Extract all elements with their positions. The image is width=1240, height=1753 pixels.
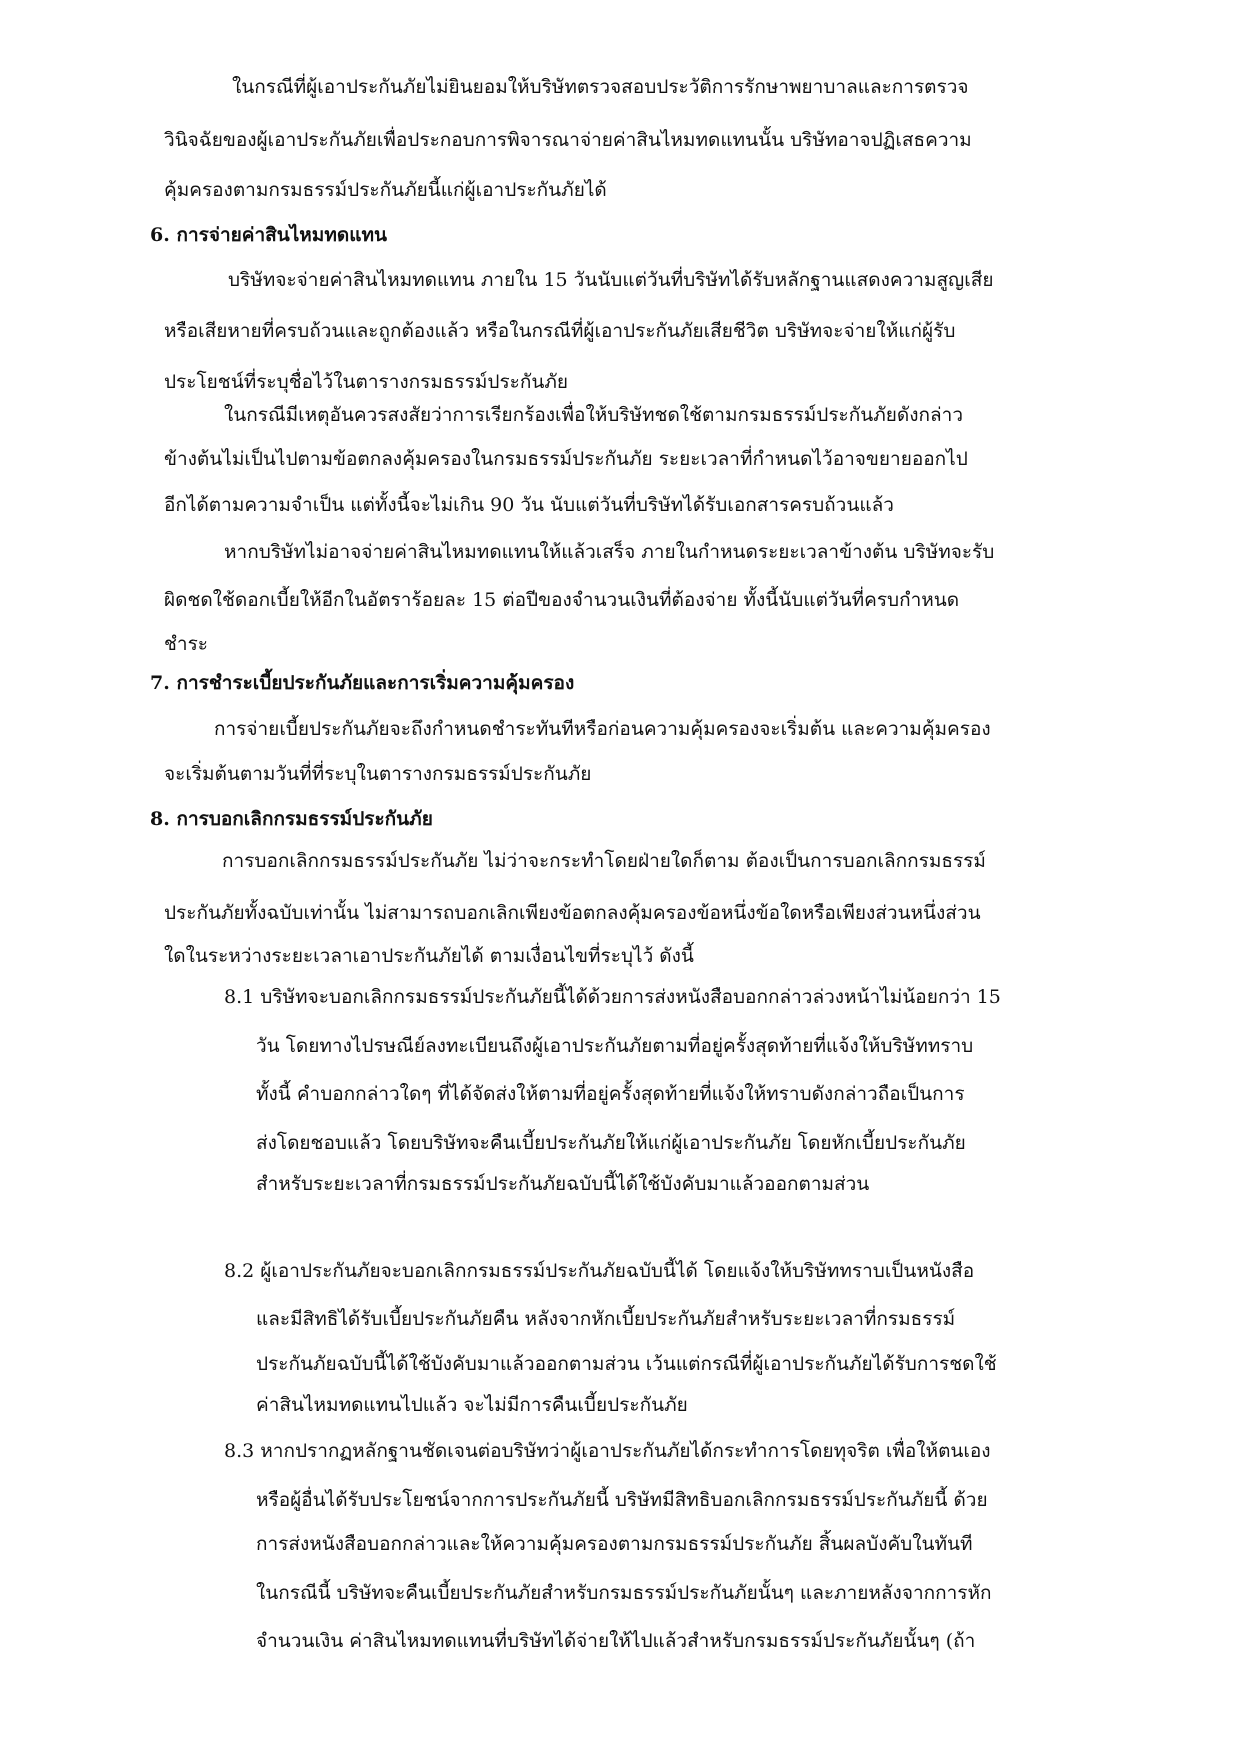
section-8-para1-line-3: ใดในระหว่างระยะเวลาเอาประกันภัยได้ ตามเงื่อนไขที่ระบุไว้ ดังนี้ xyxy=(164,945,694,967)
item-8-1-line-2: วัน โดยทางไปรษณีย์ลงทะเบียนถึงผู้เอาประกันภัยตามที่อยู่ครั้งสุดท้ายที่แจ้งให้บริษัททราบ xyxy=(256,1035,974,1057)
section-7-heading: 7. การชำระเบี้ยประกันภัยและการเริ่มความคุ้มครอง xyxy=(150,672,575,694)
section-6-para2-line-1: ในกรณีมีเหตุอันควรสงสัยว่าการเรียกร้องเพื่อให้บริษัทชดใช้ตามกรมธรรม์ประกันภัยดังกล่าว xyxy=(224,404,963,426)
intro-line-2: วินิจฉัยของผู้เอาประกันภัยเพื่อประกอบการพิจารณาจ่ายค่าสินไหมทดแทนนั้น บริษัทอาจปฏิเสธความ xyxy=(164,129,972,151)
item-8-3-line-5: จำนวนเงิน ค่าสินไหมทดแทนที่บริษัทได้จ่ายให้ไปแล้วสำหรับกรมธรรม์ประกันภัยนั้นๆ (ถ้า xyxy=(256,1630,976,1652)
item-8-1-line-5: สำหรับระยะเวลาที่กรมธรรม์ประกันภัยฉบับนี้ได้ใช้บังคับมาแล้วออกตามส่วน xyxy=(256,1173,870,1195)
item-8-2-line-4: ค่าสินไหมทดแทนไปแล้ว จะไม่มีการคืนเบี้ยประกันภัย xyxy=(256,1394,688,1416)
item-8-2-line-1: 8.2 ผู้เอาประกันภัยจะบอกเลิกกรมธรรม์ประกันภัยฉบับนี้ได้ โดยแจ้งให้บริษัททราบเป็นหนังสือ xyxy=(224,1260,975,1282)
intro-line-3: คุ้มครองตามกรมธรรม์ประกันภัยนี้แก่ผู้เอาประกันภัยได้ xyxy=(164,179,607,201)
section-6-para2-line-2: ข้างต้นไม่เป็นไปตามข้อตกลงคุ้มครองในกรมธรรม์ประกันภัย ระยะเวลาที่กำหนดไว้อาจขยายออกไป xyxy=(164,448,968,470)
section-6-para3-line-3: ชำระ xyxy=(164,633,208,655)
section-8-para1-line-1: การบอกเลิกกรมธรรม์ประกันภัย ไม่ว่าจะกระทำโดยฝ่ายใดก็ตาม ต้องเป็นการบอกเลิกกรมธรรม์ xyxy=(222,850,986,872)
item-8-2-line-2: และมีสิทธิได้รับเบี้ยประกันภัยคืน หลังจากหักเบี้ยประกันภัยสำหรับระยะเวลาที่กรมธรรม์ xyxy=(256,1308,956,1330)
section-6-para1-line-1: บริษัทจะจ่ายค่าสินไหมทดแทน ภายใน 15 วันนับแต่วันที่บริษัทได้รับหลักฐานแสดงความสูญเสีย xyxy=(228,269,994,291)
section-6-para1-line-2: หรือเสียหายที่ครบถ้วนและถูกต้องแล้ว หรือในกรณีที่ผู้เอาประกันภัยเสียชีวิต บริษัทจะจ่ายให้แก่ผู้รับ xyxy=(164,320,956,342)
section-7-para1-line-2: จะเริ่มต้นตามวันที่ที่ระบุในตารางกรมธรรม์ประกันภัย xyxy=(164,763,592,785)
section-6-para3-line-2: ผิดชดใช้ดอกเบี้ยให้อีกในอัตราร้อยละ 15 ต่อปีของจำนวนเงินที่ต้องจ่าย ทั้งนี้นับแต่วันที่ครบกำหนด xyxy=(164,589,960,611)
item-8-3-line-1: 8.3 หากปรากฏหลักฐานชัดเจนต่อบริษัทว่าผู้เอาประกันภัยได้กระทำการโดยทุจริต เพื่อให้ตนเอง xyxy=(224,1440,991,1462)
item-8-1-line-1: 8.1 บริษัทจะบอกเลิกกรมธรรม์ประกันภัยนี้ได้ด้วยการส่งหนังสือบอกกล่าวล่วงหน้าไม่น้อยกว่า 15 xyxy=(224,986,1001,1008)
item-8-3-line-4: ในกรณีนี้ บริษัทจะคืนเบี้ยประกันภัยสำหรับกรมธรรม์ประกันภัยนั้นๆ และภายหลังจากการหัก xyxy=(256,1582,992,1604)
item-8-2-line-3: ประกันภัยฉบับนี้ได้ใช้บังคับมาแล้วออกตามส่วน เว้นแต่กรณีที่ผู้เอาประกันภัยได้รับการชดใช้ xyxy=(256,1353,997,1375)
intro-line-1: ในกรณีที่ผู้เอาประกันภัยไม่ยินยอมให้บริษัทตรวจสอบประวัติการรักษาพยาบาลและการตรวจ xyxy=(232,76,969,98)
item-8-3-line-2: หรือผู้อื่นได้รับประโยชน์จากการประกันภัยนี้ บริษัทมีสิทธิบอกเลิกกรมธรรม์ประกันภัยนี้ ด้วย xyxy=(256,1489,988,1511)
section-6-para1-line-3: ประโยชน์ที่ระบุชื่อไว้ในตารางกรมธรรม์ประกันภัย xyxy=(164,371,569,393)
section-8-heading: 8. การบอกเลิกกรมธรรม์ประกันภัย xyxy=(150,808,433,830)
section-6-heading: 6. การจ่ายค่าสินไหมทดแทน xyxy=(150,224,387,246)
section-6-para2-line-3: อีกได้ตามความจำเป็น แต่ทั้งนี้จะไม่เกิน 90 วัน นับแต่วันที่บริษัทได้รับเอกสารครบถ้วนแล้ว xyxy=(164,494,894,516)
item-8-1-line-4: ส่งโดยชอบแล้ว โดยบริษัทจะคืนเบี้ยประกันภัยให้แก่ผู้เอาประกันภัย โดยหักเบี้ยประกันภัย xyxy=(256,1132,966,1154)
section-8-para1-line-2: ประกันภัยทั้งฉบับเท่านั้น ไม่สามารถบอกเลิกเพียงข้อตกลงคุ้มครองข้อหนึ่งข้อใดหรือเพียงส่วนหนึ่งส่วน xyxy=(164,902,981,924)
section-6-para3-line-1: หากบริษัทไม่อาจจ่ายค่าสินไหมทดแทนให้แล้วเสร็จ ภายในกำหนดระยะเวลาข้างต้น บริษัทจะรับ xyxy=(224,541,995,563)
section-7-para1-line-1: การจ่ายเบี้ยประกันภัยจะถึงกำหนดชำระทันทีหรือก่อนความคุ้มครองจะเริ่มต้น และความคุ้มครอง xyxy=(214,718,991,740)
item-8-3-line-3: การส่งหนังสือบอกกล่าวและให้ความคุ้มครองตามกรมธรรม์ประกันภัย สิ้นผลบังคับในทันที xyxy=(256,1533,973,1555)
item-8-1-line-3: ทั้งนี้ คำบอกกล่าวใดๆ ที่ได้จัดส่งให้ตามที่อยู่ครั้งสุดท้ายที่แจ้งให้ทราบดังกล่าวถือเป็นการ xyxy=(256,1083,965,1105)
